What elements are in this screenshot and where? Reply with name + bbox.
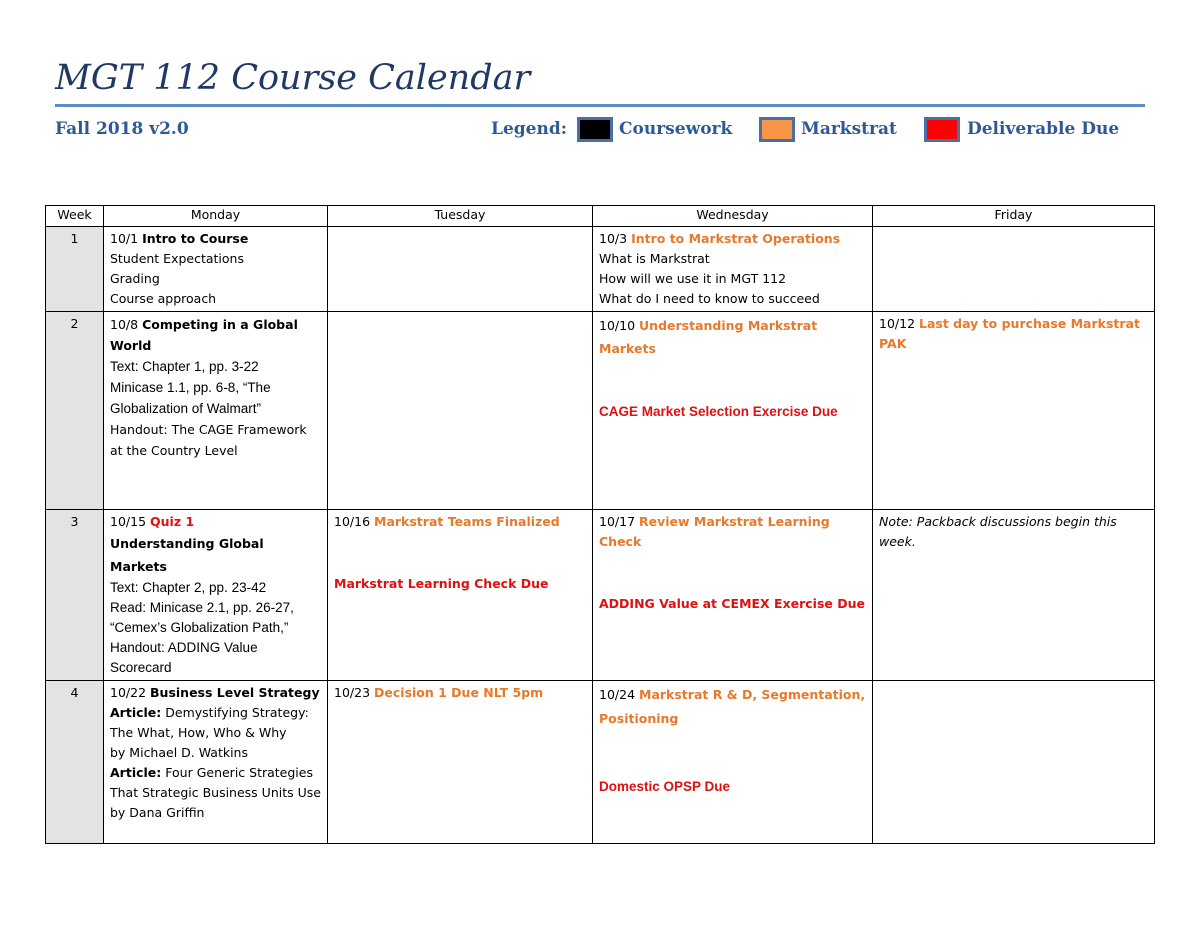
- table-row: [46, 681, 1155, 844]
- text-reading: Text: Chapter 2, pp. 23-42: [110, 580, 267, 595]
- date: 10/8: [110, 317, 139, 332]
- article-title: Demystifying Strategy: The What, How, Who & Why: [110, 705, 309, 740]
- table-row: [46, 312, 1155, 510]
- article-label: Article:: [110, 705, 162, 720]
- topic: Review Markstrat Learning Check: [599, 514, 830, 549]
- article-label: Article:: [110, 765, 162, 780]
- handout: The CAGE Framework at the Country Level: [110, 422, 307, 458]
- week-number: 1: [46, 227, 104, 312]
- topic: Decision 1 Due NLT 5pm: [374, 685, 544, 700]
- term-label: Fall 2018 v2.0: [55, 119, 189, 139]
- week-number: 4: [46, 681, 104, 844]
- article-author: by Michael D. Watkins: [110, 745, 248, 760]
- wednesday-cell: [593, 312, 873, 510]
- legend-label: Legend:: [491, 119, 567, 139]
- week-number: 2: [46, 312, 104, 510]
- topic: Last day to purchase Markstrat PAK: [879, 316, 1140, 351]
- deliverable-due: Markstrat Learning Check Due: [334, 576, 549, 591]
- col-monday: Monday: [104, 206, 328, 227]
- date: 10/1: [110, 231, 139, 246]
- article-title: Four Generic Strategies That Strategic Business Units Use: [110, 765, 321, 800]
- legend-swatch-deliverable: [924, 117, 960, 142]
- item: What is Markstrat: [599, 251, 710, 266]
- item: How will we use it in MGT 112: [599, 271, 787, 286]
- friday-cell: [873, 312, 1155, 510]
- item: Student Expectations: [110, 251, 244, 266]
- note: Packback discussions begin this week.: [879, 514, 1117, 549]
- week-number: 3: [46, 510, 104, 681]
- handout: Handout: ADDING Value Scorecard: [110, 640, 258, 675]
- topic: Competing in a Global World: [110, 317, 298, 353]
- deliverable-due: Domestic OPSP Due: [599, 779, 731, 794]
- page-title: MGT 112 Course Calendar: [55, 58, 531, 98]
- table-header-row: [46, 206, 1155, 227]
- date: 10/16: [334, 514, 371, 529]
- date: 10/10: [599, 318, 636, 333]
- tuesday-cell: [328, 312, 593, 510]
- topic: Understanding Markstrat Markets: [599, 318, 818, 356]
- text-reading: Text: Chapter 1, pp. 3-22: [110, 359, 259, 374]
- legend-swatch-markstrat: [759, 117, 795, 142]
- note-label: Note:: [879, 514, 913, 529]
- col-wednesday: Wednesday: [593, 206, 873, 227]
- topic: Intro to Course: [142, 231, 249, 246]
- wednesday-cell: [593, 681, 873, 844]
- topic: Markstrat R & D, Segmentation, Positioning: [599, 687, 866, 726]
- title-rule: [55, 104, 1145, 107]
- topic: Markstrat Teams Finalized: [374, 514, 560, 529]
- tuesday-cell: [328, 227, 593, 312]
- date: 10/15: [110, 514, 147, 529]
- course-calendar-table: [45, 205, 1155, 844]
- date: 10/22: [110, 685, 147, 700]
- col-friday: Friday: [873, 206, 1155, 227]
- friday-cell: [873, 681, 1155, 844]
- topic: Understanding Global Markets: [110, 536, 264, 574]
- date: 10/3: [599, 231, 628, 246]
- date: 10/12: [879, 316, 916, 331]
- wednesday-cell: [593, 510, 873, 681]
- tuesday-cell: [328, 510, 593, 681]
- minicase: Minicase 1.1, pp. 6-8, “The Globalization of Walmart”: [110, 380, 271, 416]
- handout-label: Handout:: [110, 422, 168, 437]
- table-row: [46, 510, 1155, 681]
- legend-coursework: Coursework: [619, 119, 733, 139]
- monday-cell: [104, 510, 328, 681]
- item: What do I need to know to succeed: [599, 291, 820, 306]
- quiz: Quiz 1: [150, 514, 195, 529]
- topic: Business Level Strategy: [150, 685, 320, 700]
- col-week: Week: [46, 206, 104, 227]
- date: 10/17: [599, 514, 636, 529]
- deliverable-due: CAGE Market Selection Exercise Due: [599, 404, 838, 419]
- monday-cell: [104, 227, 328, 312]
- date: 10/23: [334, 685, 371, 700]
- friday-cell: [873, 510, 1155, 681]
- monday-cell: [104, 312, 328, 510]
- topic: Intro to Markstrat Operations: [631, 231, 841, 246]
- monday-cell: [104, 681, 328, 844]
- col-tuesday: Tuesday: [328, 206, 593, 227]
- item: Course approach: [110, 291, 217, 306]
- friday-cell: [873, 227, 1155, 312]
- article-author: by Dana Griffin: [110, 805, 205, 820]
- minicase: Read: Minicase 2.1, pp. 26-27, “Cemex’s Globalization Path,”: [110, 600, 294, 635]
- date: 10/24: [599, 687, 636, 702]
- deliverable-due: ADDING Value at CEMEX Exercise Due: [599, 596, 865, 611]
- legend-swatch-coursework: [577, 117, 613, 142]
- table-row: [46, 227, 1155, 312]
- legend-deliverable: Deliverable Due: [967, 119, 1120, 139]
- wednesday-cell: [593, 227, 873, 312]
- item: Grading: [110, 271, 160, 286]
- tuesday-cell: [328, 681, 593, 844]
- legend-markstrat: Markstrat: [801, 119, 897, 139]
